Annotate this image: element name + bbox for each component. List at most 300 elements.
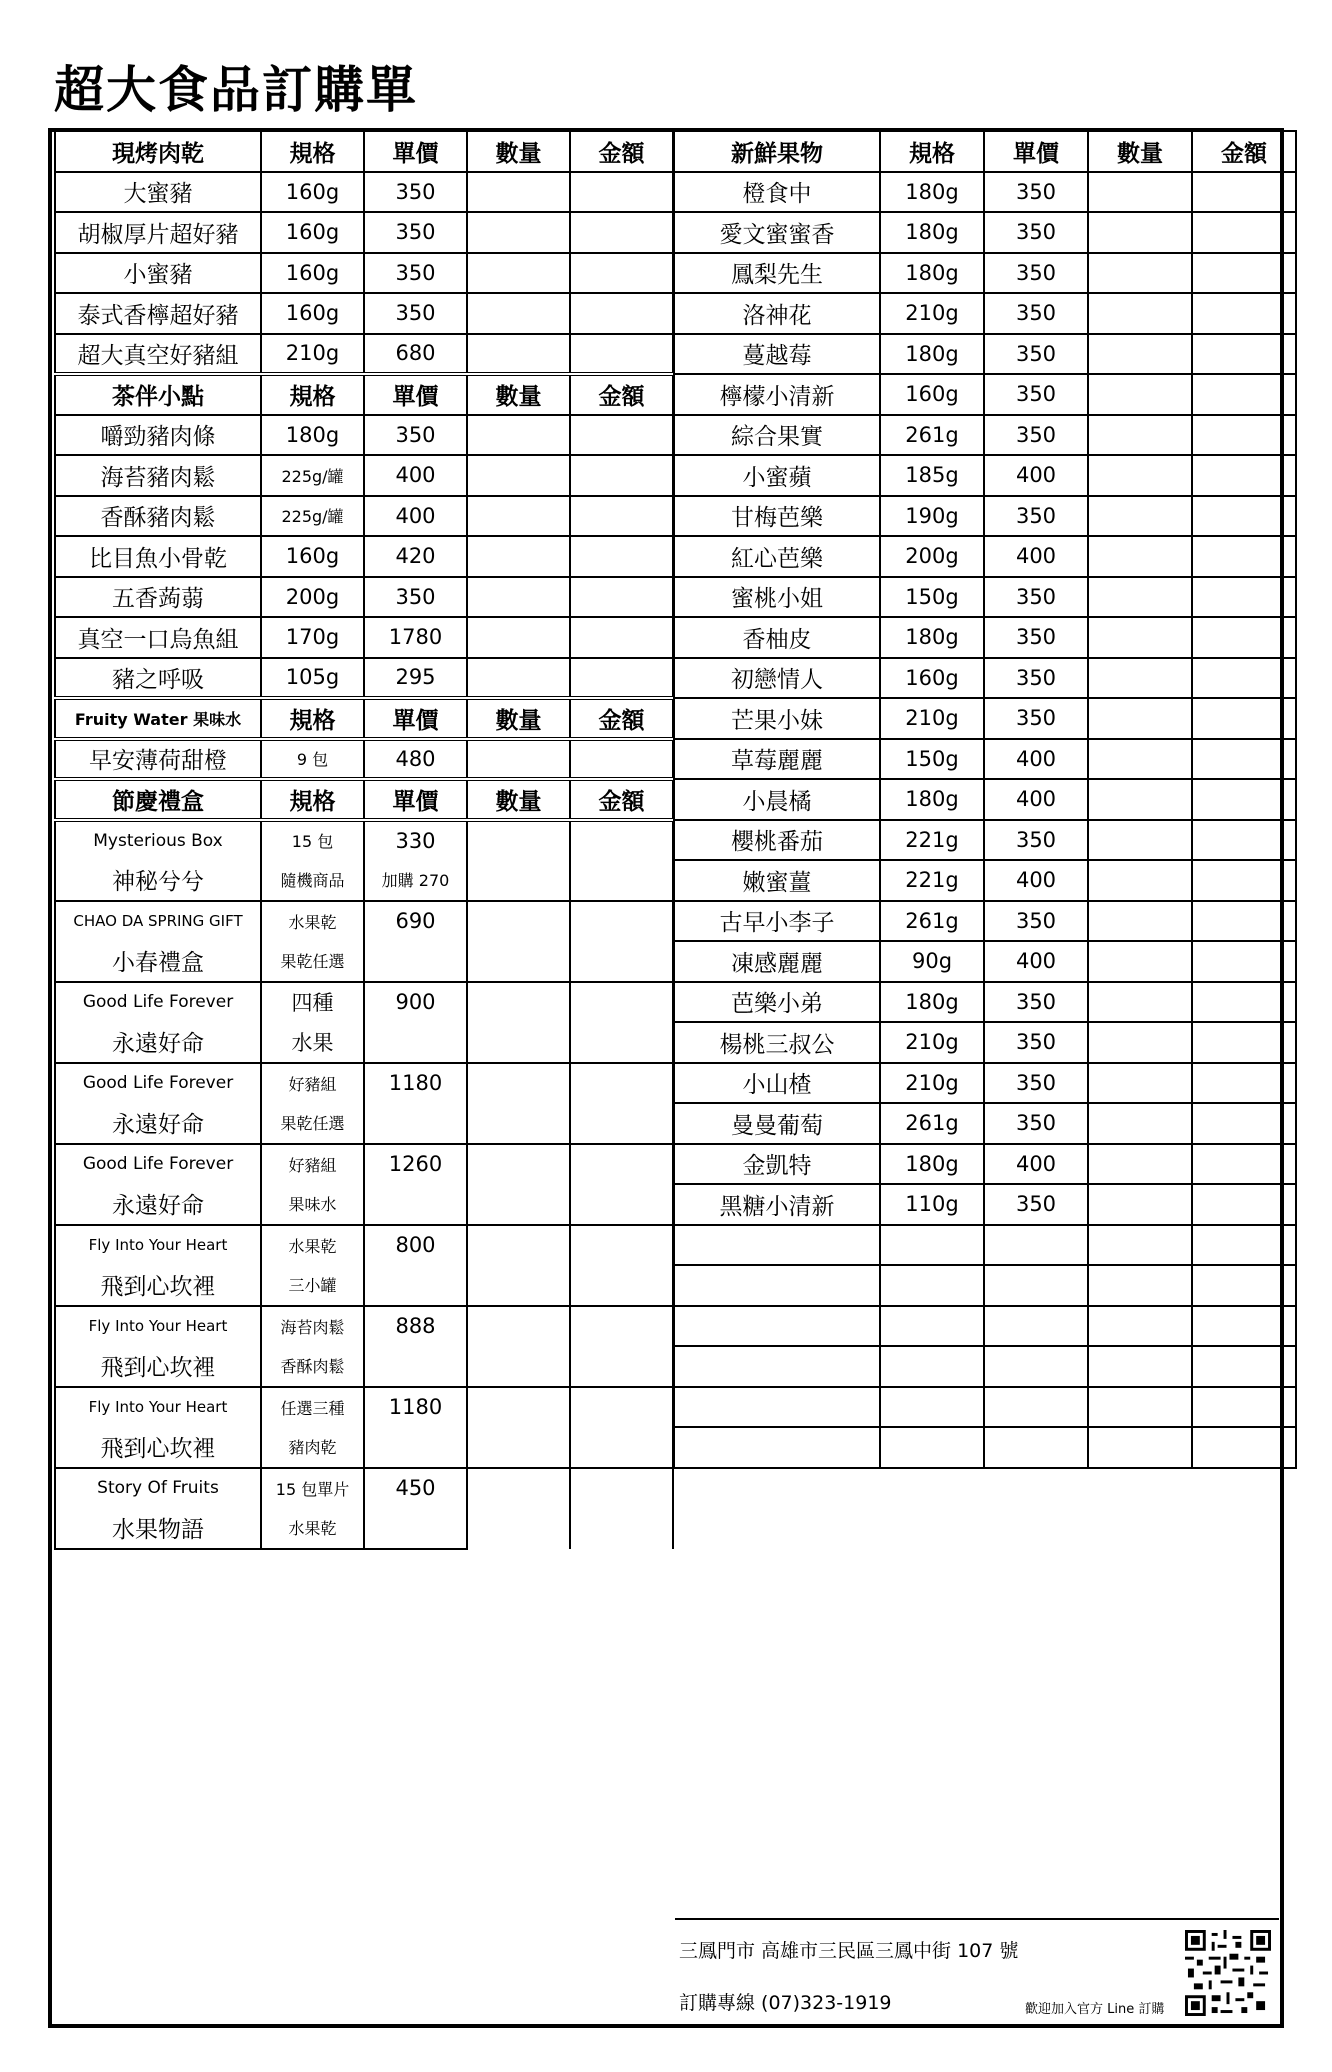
qty-input[interactable] [467, 1306, 570, 1387]
table-row [674, 172, 1296, 213]
table-row [674, 374, 1296, 415]
item-spec: 221g [880, 860, 984, 901]
qty-input[interactable] [467, 1063, 570, 1144]
item-name: 飛到心坎裡 [55, 1346, 261, 1387]
table-row [674, 658, 1296, 699]
amount-input[interactable] [570, 455, 673, 496]
table-row [55, 901, 673, 942]
qty-input[interactable] [1088, 1306, 1192, 1347]
price-header: 單價 [364, 131, 467, 172]
item-price: 加購 270 [364, 860, 467, 901]
item-name: 永遠好命 [55, 1184, 261, 1225]
right-order-table [673, 130, 1297, 1469]
item-spec: 果乾任選 [261, 941, 364, 982]
item-price: 400 [984, 739, 1088, 780]
qty-input[interactable] [1088, 172, 1192, 213]
empty-spec [880, 1225, 984, 1266]
qty-input[interactable] [467, 536, 570, 577]
item-spec: 香酥肉鬆 [261, 1346, 364, 1387]
qty-input[interactable] [1088, 577, 1192, 618]
amount-input[interactable] [570, 577, 673, 618]
table-row [55, 172, 673, 213]
table-row [674, 820, 1296, 861]
item-spec: 9 包 [261, 739, 364, 780]
qty-input[interactable] [467, 455, 570, 496]
table-row [674, 334, 1296, 375]
item-name: 泰式香檸超好豬 [55, 293, 261, 334]
amount-input[interactable] [570, 901, 673, 982]
item-price [364, 1265, 467, 1306]
empty-price [984, 1306, 1088, 1347]
amount-input[interactable] [1192, 658, 1296, 699]
amount-input[interactable] [1192, 1103, 1296, 1144]
qty-input[interactable] [1088, 374, 1192, 415]
item-price: 350 [984, 1022, 1088, 1063]
table-row [674, 1022, 1296, 1063]
item-name: 凍感麗麗 [674, 941, 880, 982]
empty-spec [880, 1387, 984, 1428]
qty-input[interactable] [467, 1225, 570, 1306]
item-name: Fly Into Your Heart [55, 1387, 261, 1428]
amount-input[interactable] [1192, 820, 1296, 861]
amount-input[interactable] [570, 617, 673, 658]
amount-input[interactable] [570, 293, 673, 334]
item-price: 350 [364, 415, 467, 456]
item-spec: 170g [261, 617, 364, 658]
item-name: 永遠好命 [55, 1022, 261, 1063]
item-spec: 105g [261, 658, 364, 699]
item-price: 350 [984, 1063, 1088, 1104]
qty-input[interactable] [467, 253, 570, 294]
item-price: 350 [984, 496, 1088, 537]
empty-row [674, 1306, 1296, 1347]
qty-input[interactable] [467, 496, 570, 537]
item-spec: 190g [880, 496, 984, 537]
table-row [674, 496, 1296, 537]
amount-input[interactable] [570, 1225, 673, 1306]
amount-input[interactable] [1192, 1346, 1296, 1387]
item-spec: 180g [261, 415, 364, 456]
item-price: 420 [364, 536, 467, 577]
item-price: 350 [364, 253, 467, 294]
item-spec: 15 包 [261, 820, 364, 861]
item-name: 小春禮盒 [55, 941, 261, 982]
table-row [55, 496, 673, 537]
item-spec: 210g [880, 698, 984, 739]
amount-input[interactable] [1192, 1387, 1296, 1428]
qty-header: 數量 [1088, 131, 1192, 172]
item-name: 飛到心坎裡 [55, 1265, 261, 1306]
amount-input[interactable] [1192, 779, 1296, 820]
qty-input[interactable] [1088, 1144, 1192, 1185]
item-spec: 160g [261, 172, 364, 213]
table-row [55, 1063, 673, 1104]
qty-input[interactable] [1088, 253, 1192, 294]
amount-input[interactable] [1192, 1184, 1296, 1225]
amount-input[interactable] [570, 982, 673, 1063]
amount-input[interactable] [1192, 536, 1296, 577]
amount-input[interactable] [570, 820, 673, 901]
item-spec: 水果乾 [261, 901, 364, 942]
item-name: 真空一口烏魚組 [55, 617, 261, 658]
qty-input[interactable] [1088, 698, 1192, 739]
qty-input[interactable] [467, 901, 570, 982]
item-spec: 水果乾 [261, 1508, 364, 1549]
item-price: 350 [984, 253, 1088, 294]
section-header: Fruity Water 果味水 [55, 698, 261, 739]
item-name: 早安薄荷甜橙 [55, 739, 261, 780]
empty-row [674, 1427, 1296, 1468]
price-header: 單價 [984, 131, 1088, 172]
table-row [674, 536, 1296, 577]
item-name: 嫩蜜薑 [674, 860, 880, 901]
table-row [55, 253, 673, 294]
item-price: 350 [984, 577, 1088, 618]
order-phone: 訂購專線 (07)323-1919 [679, 1992, 892, 2014]
amount-input[interactable] [570, 1387, 673, 1468]
spec-header: 規格 [261, 779, 364, 820]
amount-input[interactable] [1192, 739, 1296, 780]
amount-input[interactable] [1192, 1022, 1296, 1063]
item-name: 蜜桃小姐 [674, 577, 880, 618]
item-spec: 180g [880, 212, 984, 253]
amount-header: 金額 [1192, 131, 1296, 172]
left-section-header-row [55, 374, 673, 415]
empty-row [674, 1387, 1296, 1428]
qty-input[interactable] [467, 415, 570, 456]
amount-input[interactable] [1192, 698, 1296, 739]
empty-name [674, 1427, 880, 1468]
empty-row [674, 1225, 1296, 1266]
item-spec: 海苔肉鬆 [261, 1306, 364, 1347]
amount-input[interactable] [570, 1063, 673, 1144]
amount-input[interactable] [570, 334, 673, 375]
qty-header: 數量 [467, 779, 570, 820]
item-spec: 水果 [261, 1022, 364, 1063]
qty-input[interactable] [1088, 1225, 1192, 1266]
table-row [55, 658, 673, 699]
item-price: 680 [364, 334, 467, 375]
amount-input[interactable] [1192, 253, 1296, 294]
qty-header: 數量 [467, 374, 570, 415]
amount-input[interactable] [570, 1144, 673, 1225]
spec-header: 規格 [261, 131, 364, 172]
item-price: 350 [984, 374, 1088, 415]
item-price: 1260 [364, 1144, 467, 1185]
item-spec: 果味水 [261, 1184, 364, 1225]
item-price: 480 [364, 739, 467, 780]
section-header: 現烤肉乾 [55, 131, 261, 172]
item-spec: 180g [880, 334, 984, 375]
amount-input[interactable] [1192, 415, 1296, 456]
amount-input[interactable] [570, 253, 673, 294]
item-price: 1180 [364, 1063, 467, 1104]
amount-input[interactable] [1192, 1306, 1296, 1347]
item-name: 神秘兮兮 [55, 860, 261, 901]
table-row [55, 415, 673, 456]
item-price: 350 [984, 901, 1088, 942]
amount-header: 金額 [570, 131, 673, 172]
item-name: 甘梅芭樂 [674, 496, 880, 537]
qty-input[interactable] [1088, 1103, 1192, 1144]
empty-price [984, 1427, 1088, 1468]
line-official-note: 歡迎加入官方 Line 訂購 [1025, 2002, 1165, 2017]
item-price [364, 1346, 467, 1387]
qty-input[interactable] [467, 1144, 570, 1225]
section-header: 茶伴小點 [55, 374, 261, 415]
empty-name [674, 1225, 880, 1266]
qty-input[interactable] [467, 617, 570, 658]
item-spec: 果乾任選 [261, 1103, 364, 1144]
item-name: 胡椒厚片超好豬 [55, 212, 261, 253]
amount-input[interactable] [570, 1468, 673, 1549]
item-spec: 185g [880, 455, 984, 496]
amount-input[interactable] [1192, 941, 1296, 982]
qty-input[interactable] [1088, 415, 1192, 456]
left-section-header-row [55, 779, 673, 820]
item-name: 豬之呼吸 [55, 658, 261, 699]
empty-name [674, 1306, 880, 1347]
item-name: 小晨橘 [674, 779, 880, 820]
item-spec: 210g [880, 293, 984, 334]
item-price: 450 [364, 1468, 467, 1509]
qty-input[interactable] [467, 293, 570, 334]
table-row [55, 536, 673, 577]
table-row [55, 617, 673, 658]
item-name: 鳳梨先生 [674, 253, 880, 294]
amount-input[interactable] [570, 415, 673, 456]
amount-input[interactable] [1192, 901, 1296, 942]
table-row [674, 455, 1296, 496]
table-row [55, 455, 673, 496]
item-spec: 160g [261, 536, 364, 577]
qr-code-icon[interactable] [1185, 1930, 1271, 2016]
table-row [55, 1468, 673, 1509]
item-price: 350 [984, 1103, 1088, 1144]
table-row [55, 982, 673, 1023]
amount-input[interactable] [1192, 1063, 1296, 1104]
qty-input[interactable] [1088, 739, 1192, 780]
item-name: Fly Into Your Heart [55, 1306, 261, 1347]
item-price: 350 [984, 212, 1088, 253]
amount-input[interactable] [1192, 374, 1296, 415]
table-row [674, 617, 1296, 658]
item-price: 400 [984, 536, 1088, 577]
qty-input[interactable] [467, 172, 570, 213]
item-price: 350 [364, 212, 467, 253]
empty-spec [880, 1346, 984, 1387]
item-spec: 160g [880, 374, 984, 415]
item-spec: 150g [880, 577, 984, 618]
item-name: 五香蒟蒻 [55, 577, 261, 618]
item-price: 800 [364, 1225, 467, 1266]
amount-input[interactable] [1192, 860, 1296, 901]
qty-input[interactable] [1088, 860, 1192, 901]
amount-input[interactable] [1192, 455, 1296, 496]
qty-input[interactable] [467, 577, 570, 618]
table-row [55, 739, 673, 780]
amount-input[interactable] [570, 172, 673, 213]
qty-input[interactable] [1088, 779, 1192, 820]
qty-input[interactable] [1088, 496, 1192, 537]
qty-input[interactable] [1088, 1387, 1192, 1428]
item-spec: 210g [880, 1022, 984, 1063]
item-spec: 210g [880, 1063, 984, 1104]
empty-spec [880, 1265, 984, 1306]
item-spec: 200g [261, 577, 364, 618]
empty-name [674, 1387, 880, 1428]
amount-input[interactable] [1192, 577, 1296, 618]
amount-input[interactable] [1192, 334, 1296, 375]
qty-input[interactable] [1088, 617, 1192, 658]
item-name: 愛文蜜蜜香 [674, 212, 880, 253]
qty-input[interactable] [1088, 941, 1192, 982]
item-spec: 180g [880, 617, 984, 658]
item-spec: 豬肉乾 [261, 1427, 364, 1468]
qty-input[interactable] [467, 1387, 570, 1468]
qty-input[interactable] [1088, 982, 1192, 1023]
spec-header: 規格 [880, 131, 984, 172]
qty-header: 數量 [467, 698, 570, 739]
amount-input[interactable] [570, 658, 673, 699]
qty-input[interactable] [1088, 658, 1192, 699]
item-name: 蔓越莓 [674, 334, 880, 375]
price-header: 單價 [364, 779, 467, 820]
item-price: 350 [984, 415, 1088, 456]
amount-input[interactable] [1192, 212, 1296, 253]
item-spec: 200g [880, 536, 984, 577]
item-price: 350 [984, 334, 1088, 375]
item-name: 金凱特 [674, 1144, 880, 1185]
section-header: 節慶禮盒 [55, 779, 261, 820]
amount-input[interactable] [570, 212, 673, 253]
item-spec: 180g [880, 1144, 984, 1185]
item-price [364, 1103, 467, 1144]
table-row [674, 212, 1296, 253]
item-name: 永遠好命 [55, 1103, 261, 1144]
amount-input[interactable] [570, 536, 673, 577]
item-spec: 261g [880, 1103, 984, 1144]
qty-input[interactable] [1088, 901, 1192, 942]
qty-input[interactable] [467, 658, 570, 699]
item-price: 400 [984, 860, 1088, 901]
amount-input[interactable] [1192, 1144, 1296, 1185]
item-price: 350 [364, 172, 467, 213]
amount-input[interactable] [1192, 982, 1296, 1023]
item-price: 350 [984, 658, 1088, 699]
item-price: 400 [364, 455, 467, 496]
qty-input[interactable] [1088, 1063, 1192, 1104]
qty-input[interactable] [467, 739, 570, 780]
item-price: 400 [984, 455, 1088, 496]
item-name: 香酥豬肉鬆 [55, 496, 261, 537]
item-name: 香柚皮 [674, 617, 880, 658]
store-address: 三鳳門市 高雄市三民區三鳳中街 107 號 [679, 1940, 1019, 1962]
item-spec: 好豬組 [261, 1063, 364, 1104]
amount-input[interactable] [1192, 617, 1296, 658]
table-row [674, 1144, 1296, 1185]
amount-input[interactable] [570, 739, 673, 780]
item-price: 400 [984, 779, 1088, 820]
item-spec: 160g [261, 253, 364, 294]
table-row [55, 1225, 673, 1266]
item-name: 飛到心坎裡 [55, 1427, 261, 1468]
amount-input[interactable] [1192, 293, 1296, 334]
qty-input[interactable] [1088, 1022, 1192, 1063]
table-row [55, 212, 673, 253]
item-price: 400 [984, 1144, 1088, 1185]
left-section-header-row [55, 131, 673, 172]
item-name: 綜合果實 [674, 415, 880, 456]
qty-input[interactable] [1088, 1265, 1192, 1306]
qty-input[interactable] [467, 820, 570, 901]
item-name: Mysterious Box [55, 820, 261, 861]
item-price [364, 941, 467, 982]
item-spec: 四種 [261, 982, 364, 1023]
item-price [364, 1427, 467, 1468]
item-price [364, 1508, 467, 1549]
item-spec: 15 包單片 [261, 1468, 364, 1509]
amount-input[interactable] [1192, 1427, 1296, 1468]
qty-input[interactable] [1088, 1184, 1192, 1225]
qty-input[interactable] [1088, 536, 1192, 577]
item-name: 大蜜豬 [55, 172, 261, 213]
left-order-table [54, 130, 674, 1550]
qty-input[interactable] [1088, 293, 1192, 334]
item-name: 洛神花 [674, 293, 880, 334]
item-price [364, 1022, 467, 1063]
amount-input[interactable] [1192, 1225, 1296, 1266]
qty-input[interactable] [467, 334, 570, 375]
table-row [674, 415, 1296, 456]
qty-input[interactable] [1088, 1427, 1192, 1468]
item-spec: 160g [261, 212, 364, 253]
table-row [674, 253, 1296, 294]
amount-input[interactable] [1192, 496, 1296, 537]
item-price [364, 1184, 467, 1225]
qty-input[interactable] [1088, 820, 1192, 861]
item-price: 350 [984, 617, 1088, 658]
amount-input[interactable] [1192, 1265, 1296, 1306]
empty-row [674, 1346, 1296, 1387]
item-price: 1180 [364, 1387, 467, 1428]
table-row [674, 1184, 1296, 1225]
spec-header: 規格 [261, 374, 364, 415]
table-row [674, 860, 1296, 901]
qty-input[interactable] [467, 212, 570, 253]
amount-input[interactable] [570, 1306, 673, 1387]
amount-input[interactable] [570, 496, 673, 537]
item-name: 初戀情人 [674, 658, 880, 699]
item-spec: 水果乾 [261, 1225, 364, 1266]
item-name: 黑糖小清新 [674, 1184, 880, 1225]
item-price: 1780 [364, 617, 467, 658]
table-row [674, 941, 1296, 982]
qty-input[interactable] [467, 982, 570, 1063]
qty-input[interactable] [1088, 334, 1192, 375]
item-price: 350 [984, 293, 1088, 334]
qty-input[interactable] [1088, 455, 1192, 496]
qty-input[interactable] [1088, 212, 1192, 253]
item-name: 小蜜蘋 [674, 455, 880, 496]
left-section-header-row [55, 698, 673, 739]
item-price: 888 [364, 1306, 467, 1347]
qty-input[interactable] [467, 1468, 570, 1549]
qty-input[interactable] [1088, 1346, 1192, 1387]
amount-input[interactable] [1192, 172, 1296, 213]
table-row [55, 334, 673, 375]
item-name: 水果物語 [55, 1508, 261, 1549]
